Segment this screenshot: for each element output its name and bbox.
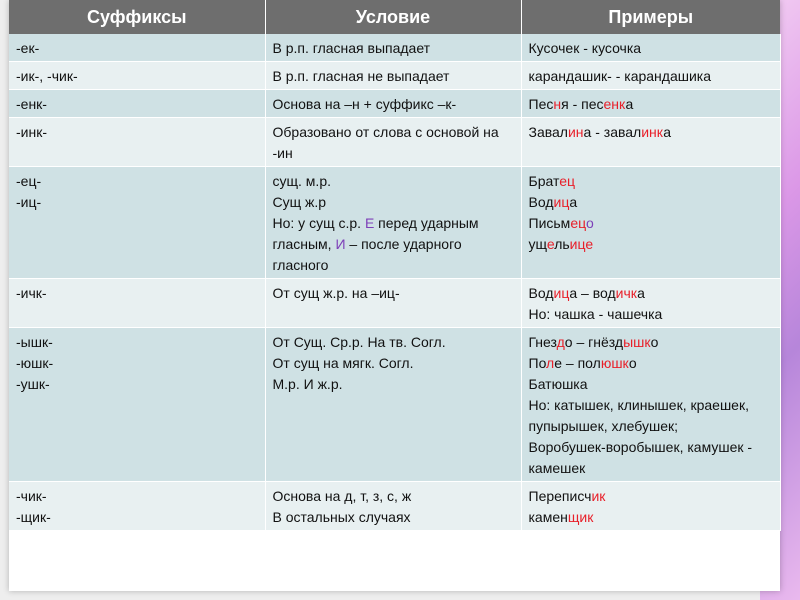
text-segment: Вод bbox=[528, 285, 554, 301]
examples-line bbox=[529, 332, 773, 353]
text-segment: Воробушек-воробышек, камушек - камешек bbox=[528, 439, 753, 476]
highlighted-text: инк bbox=[641, 124, 664, 140]
condition-cell bbox=[265, 118, 521, 167]
examples-line bbox=[529, 283, 773, 304]
text-segment: Пес bbox=[528, 96, 554, 112]
table-body bbox=[9, 34, 780, 531]
examples-line bbox=[529, 304, 773, 325]
examples-line bbox=[529, 486, 773, 507]
suffix-cell bbox=[9, 62, 265, 90]
examples-cell bbox=[521, 482, 780, 531]
text-segment: а bbox=[569, 194, 578, 210]
suffix-line: -юшк- bbox=[16, 355, 54, 371]
header-suffixes: Суффиксы bbox=[9, 0, 265, 34]
text-segment: а - завал bbox=[583, 124, 642, 140]
table-row bbox=[9, 118, 780, 167]
text-segment: а bbox=[625, 96, 634, 112]
text-segment: Письм bbox=[528, 215, 571, 231]
condition-line: От сущ ж.р. на –иц- bbox=[272, 285, 400, 301]
condition-cell bbox=[265, 482, 521, 531]
suffix-line: -ичк- bbox=[16, 285, 47, 301]
suffix-line: -щик- bbox=[16, 509, 51, 525]
highlighted-text: ец bbox=[570, 215, 586, 231]
text-segment: Но: у сущ с.р. bbox=[272, 215, 365, 231]
suffix-cell bbox=[9, 167, 265, 279]
text-segment: карандашик- - карандашика bbox=[528, 68, 712, 84]
text-segment: а – вод bbox=[569, 285, 616, 301]
examples-line bbox=[529, 437, 773, 479]
suffix-cell bbox=[9, 34, 265, 62]
condition-line: В р.п. гласная выпадает bbox=[272, 40, 431, 56]
highlighted-text: юшк bbox=[600, 355, 629, 371]
highlighted-text: д bbox=[556, 334, 565, 350]
text-segment: М.р. И ж.р. bbox=[272, 376, 343, 392]
suffix-line: -иц- bbox=[16, 194, 42, 210]
examples-line bbox=[529, 507, 773, 528]
suffix-line: -ушк- bbox=[16, 376, 50, 392]
highlighted-text: о bbox=[585, 215, 594, 231]
text-segment: Брат bbox=[528, 173, 560, 189]
highlighted-text: ец bbox=[559, 173, 576, 189]
highlighted-text: иц bbox=[553, 194, 570, 210]
highlighted-text: И bbox=[335, 236, 346, 252]
table-row bbox=[9, 279, 780, 328]
text-segment: Кусочек - кусочка bbox=[528, 40, 642, 56]
suffix-line: -ец- bbox=[16, 173, 42, 189]
text-segment: перед ударным гласным, bbox=[272, 215, 479, 252]
text-segment: Гнез bbox=[528, 334, 557, 350]
condition-cell bbox=[265, 90, 521, 118]
text-segment: Основа на д, т, з, с, ж bbox=[272, 488, 412, 504]
table-row bbox=[9, 90, 780, 118]
text-segment: Сущ ж.р bbox=[272, 194, 327, 210]
condition-line bbox=[273, 374, 514, 395]
examples-line bbox=[529, 192, 773, 213]
examples-cell bbox=[521, 90, 780, 118]
text-segment: Вод bbox=[528, 194, 554, 210]
examples-cell bbox=[521, 118, 780, 167]
examples-line bbox=[529, 234, 773, 255]
highlighted-text: Е bbox=[364, 215, 375, 231]
examples-line bbox=[529, 38, 773, 59]
examples-line bbox=[529, 374, 773, 395]
examples-line bbox=[529, 94, 773, 115]
examples-line bbox=[529, 213, 773, 234]
examples-cell bbox=[521, 34, 780, 62]
condition-cell bbox=[265, 167, 521, 279]
text-segment: В остальных случаях bbox=[272, 509, 411, 525]
condition-line bbox=[273, 486, 514, 507]
examples-cell bbox=[521, 279, 780, 328]
examples-line bbox=[529, 171, 773, 192]
examples-cell bbox=[521, 328, 780, 482]
table-row bbox=[9, 328, 780, 482]
text-segment: о bbox=[650, 334, 659, 350]
suffix-line: -ышк- bbox=[16, 334, 53, 350]
text-segment: сущ. м.р. bbox=[272, 173, 331, 189]
condition-line bbox=[273, 353, 514, 374]
table-row bbox=[9, 62, 780, 90]
condition-line bbox=[273, 192, 514, 213]
highlighted-text: ышк bbox=[623, 334, 651, 350]
examples-line bbox=[529, 122, 773, 143]
condition-line: В р.п. гласная не выпадает bbox=[272, 68, 450, 84]
suffix-line: -ик-, -чик- bbox=[16, 68, 78, 84]
text-segment: Но: чашка - чашечка bbox=[528, 306, 663, 322]
table-row bbox=[9, 167, 780, 279]
suffix-cell bbox=[9, 279, 265, 328]
condition-cell bbox=[265, 328, 521, 482]
highlighted-text: ин bbox=[567, 124, 584, 140]
highlighted-text: ик bbox=[591, 488, 606, 504]
suffix-line: -чик- bbox=[16, 488, 47, 504]
text-segment: Переписч bbox=[528, 488, 592, 504]
highlighted-text: енк bbox=[603, 96, 626, 112]
suffix-cell bbox=[9, 118, 265, 167]
header-condition: Условие bbox=[265, 0, 521, 34]
header-examples: Примеры bbox=[521, 0, 780, 34]
condition-line bbox=[273, 507, 514, 528]
condition-line: Образовано от слова с основой на -ин bbox=[272, 124, 499, 161]
highlighted-text: н bbox=[553, 96, 562, 112]
text-segment: От сущ на мягк. Согл. bbox=[272, 355, 414, 371]
text-segment: Но: катышек, клинышек, краешек, пупырышек, хлебушек; bbox=[528, 397, 749, 434]
slide bbox=[9, 0, 780, 591]
examples-line bbox=[529, 66, 773, 87]
highlighted-text: ичк bbox=[615, 285, 638, 301]
text-segment: Батюшка bbox=[528, 376, 588, 392]
condition-cell bbox=[265, 279, 521, 328]
condition-line bbox=[273, 332, 514, 353]
table-header-row bbox=[9, 0, 780, 34]
text-segment: От Сущ. Ср.р. На тв. Согл. bbox=[272, 334, 446, 350]
highlighted-text: л bbox=[546, 355, 555, 371]
condition-cell bbox=[265, 62, 521, 90]
condition-cell bbox=[265, 34, 521, 62]
text-segment: е – пол bbox=[554, 355, 601, 371]
text-segment: По bbox=[528, 355, 547, 371]
text-segment: Завал bbox=[528, 124, 568, 140]
condition-line: Основа на –н + суффикс –к- bbox=[272, 96, 457, 112]
suffix-cell bbox=[9, 90, 265, 118]
text-segment: о bbox=[628, 355, 637, 371]
suffix-line: -ек- bbox=[16, 40, 40, 56]
suffix-cell bbox=[9, 328, 265, 482]
suffix-line: -инк- bbox=[16, 124, 48, 140]
text-segment: а bbox=[637, 285, 645, 301]
text-segment: ущ bbox=[528, 236, 547, 252]
highlighted-text: ице bbox=[569, 236, 594, 252]
text-segment: я - пес bbox=[561, 96, 604, 112]
condition-line bbox=[273, 213, 514, 276]
suffix-table bbox=[9, 0, 781, 531]
suffix-line: -енк- bbox=[16, 96, 47, 112]
highlighted-text: иц bbox=[553, 285, 570, 301]
table-row bbox=[9, 34, 780, 62]
suffix-cell bbox=[9, 482, 265, 531]
text-segment: – после ударного гласного bbox=[272, 236, 462, 273]
highlighted-text: щик bbox=[567, 509, 594, 525]
examples-line bbox=[529, 395, 773, 437]
highlighted-text: е bbox=[546, 236, 555, 252]
text-segment: а bbox=[663, 124, 671, 140]
examples-cell bbox=[521, 167, 780, 279]
text-segment: о – гнёзд bbox=[564, 334, 624, 350]
table-row bbox=[9, 482, 780, 531]
examples-line bbox=[529, 353, 773, 374]
text-segment: камен bbox=[528, 509, 568, 525]
text-segment: ль bbox=[554, 236, 570, 252]
condition-line bbox=[273, 171, 514, 192]
examples-cell bbox=[521, 62, 780, 90]
